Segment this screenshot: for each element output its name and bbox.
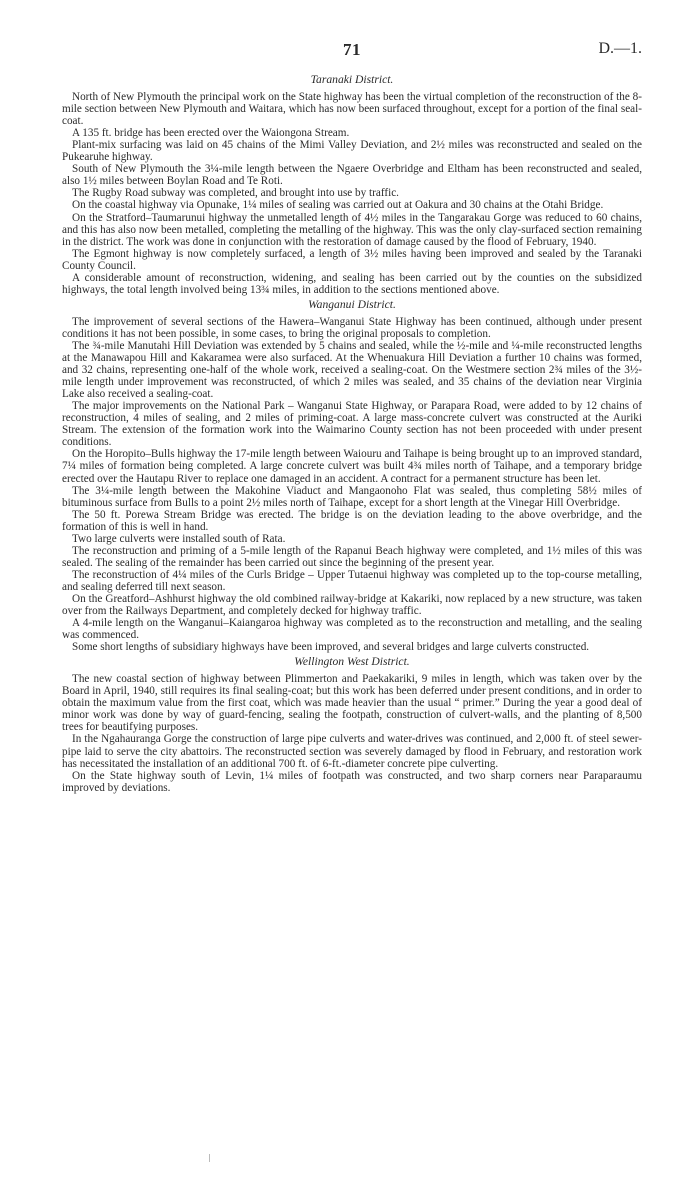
- paragraph: South of New Plymouth the 3¼-mile length between the Ngaere Overbridge and Eltham has been reconstructed and sealed, also 1½ miles between Boylan Road and Te Roti.: [62, 163, 642, 188]
- section-wanganui: [62, 299, 642, 653]
- paragraph: On the Greatford–Ashhurst highway the old combined railway-bridge at Kakariki, now replaced by a new structure, was taken over from the Railways Department, and completely decked for highway traffic.: [62, 592, 642, 618]
- paragraph: The new coastal section of highway between Plimmerton and Paekakariki, 9 miles in length, which was taken over by the Board in April, 1940, still requires its final sealing-coat; but this work has been deferred under present conditions, and in order to obtain the maximum value from the first coat, which was made heavier than the usual “ primer.” During the year a good deal of minor work was done by way of guard-fencing, sealing the footpath, construction of culvert-walls, and the planting of 8,500 trees for beautifying purposes.: [62, 673, 642, 734]
- footer-mark: [209, 1154, 210, 1162]
- page-content: [62, 71, 642, 794]
- paragraph: The improvement of several sections of the Hawera–Wanganui State Highway has been continued, although under present conditions it has not been possible, in some cases, to bring the original proposals to completion.: [62, 315, 642, 340]
- paragraph: On the Stratford–Taumarunui highway the unmetalled length of 4½ miles in the Tangarakau Gorge was reduced to 60 chains, and this has also now been metalled, completing the metalling of the highway. This was the only clay-surfaced section remaining in the district. The work was done in conjunction with the restoration of damage caused by the flood of February, 1940.: [62, 211, 642, 248]
- section-wellington-west: [62, 656, 642, 794]
- paragraph: A 4-mile length on the Wanganui–Kaiangaroa highway was completed as to the reconstruction and metalling, and the sealing was commenced.: [62, 617, 642, 642]
- page-number: 71: [343, 40, 361, 59]
- section-title: Taranaki District.: [310, 73, 394, 86]
- paragraph: Plant-mix surfacing was laid on 45 chains of the Mimi Valley Deviation, and 2½ miles was reconstructed and sealed on the Pukearuhe highway.: [62, 139, 642, 164]
- section-title: Wanganui District.: [308, 297, 396, 311]
- paragraph: On the Horopito–Bulls highway the 17-mile length between Waiouru and Taihape is being brought up to an improved standard, 7¼ miles of formation being completed. A large concrete culvert was built 4¾ miles north of Taihape, and a temporary bridge erected over the Hautapu River to replace one damaged in an accident. A contract for a permanent structure has been let.: [62, 448, 642, 485]
- paragraph: In the Ngahauranga Gorge the construction of large pipe culverts and water-drives was continued, and 2,000 ft. of steel sewer-pipe laid to serve the city abattoirs. The reconstructed section was severely damaged by flood in February, and restoration work has necessitated the installation of an additional 700 ft. of 6-ft.-diameter concrete pipe culverting.: [62, 733, 642, 770]
- page-header: [62, 40, 642, 64]
- paragraph: Two large culverts were installed south of Rata.: [72, 532, 286, 545]
- paragraph: The ¾-mile Manutahi Hill Deviation was extended by 5 chains and sealed, while the ½-mile and ¼-mile reconstructed lengths at the Manawapou Hill and Kakaramea were also surfaced. At the Whenuakura Hill Deviation a further 10 chains was formed, and 32 chains, representing one-half of the whole work, received a sealing-coat. On the Westmere section 2¾ miles of the 3½-mile length under improvement was reconstructed, of which 2 miles was sealed, and 35 chains of the deviation near Virginia Lake also received a sealing-coat.: [62, 339, 642, 401]
- paragraph: The reconstruction and priming of a 5-mile length of the Rapanui Beach highway were completed, and 1½ miles of this was sealed. The sealing of the remainder has been carried out since the beginning of the present year.: [62, 544, 642, 569]
- paragraph: A considerable amount of reconstruction, widening, and sealing has been carried out by the counties on the subsidized highways, the total length involved being 13¾ miles, in addition to the sections mentioned above.: [62, 271, 642, 296]
- paragraph: The major improvements on the National Park – Wanganui State Highway, or Parapara Road, were added to by 12 chains of reconstruction, 4 miles of sealing, and 2 miles of priming-coat. A large mass-concrete culvert was constructed at the Auriki Stream. The extension of the formation work into the Waimarino County section has not been proceeded with under present conditions.: [62, 400, 642, 449]
- section-title: Wellington West District.: [294, 655, 410, 669]
- paragraph: A 135 ft. bridge has been erected over the Waiongona Stream.: [72, 127, 350, 140]
- paragraph: The 3¼-mile length between the Makohine Viaduct and Mangaonoho Flat was sealed, thus completing 58½ miles of bituminous surface from Bulls to a point 2½ miles north of Taihape, except for a short length at the Vinegar Hill Overbridge.: [62, 484, 642, 509]
- paragraph: On the coastal highway via Opunake, 1¼ miles of sealing was carried out at Oakura and 30 chains at the Otahi Bridge.: [72, 199, 604, 212]
- document-reference: D.—1.: [598, 40, 642, 57]
- paragraph: Some short lengths of subsidiary highways have been improved, and several bridges and large culverts constructed.: [72, 641, 590, 654]
- paragraph: On the State highway south of Levin, 1¼ miles of footpath was constructed, and two sharp corners near Paraparaumu improved by deviations.: [62, 769, 642, 794]
- section-taranaki: [62, 74, 642, 296]
- paragraph: North of New Plymouth the principal work on the State highway has been the virtual completion of the reconstruction of the 8-mile section between New Plymouth and Waitara, which has now been surfaced throughout, except for a portion of the final seal-coat.: [62, 91, 642, 128]
- paragraph: The 50 ft. Porewa Stream Bridge was erected. The bridge is on the deviation leading to the above overbridge, and the formation of this is well in hand.: [62, 508, 642, 533]
- paragraph: The Rugby Road subway was completed, and brought into use by traffic.: [72, 187, 399, 200]
- paragraph: The reconstruction of 4¼ miles of the Curls Bridge – Upper Tutaenui highway was completed up to the top-course metalling, and sealing deferred till next season.: [62, 568, 642, 593]
- paragraph: The Egmont highway is now completely surfaced, a length of 3½ miles having been improved and sealed by the Taranaki County Council.: [62, 247, 642, 272]
